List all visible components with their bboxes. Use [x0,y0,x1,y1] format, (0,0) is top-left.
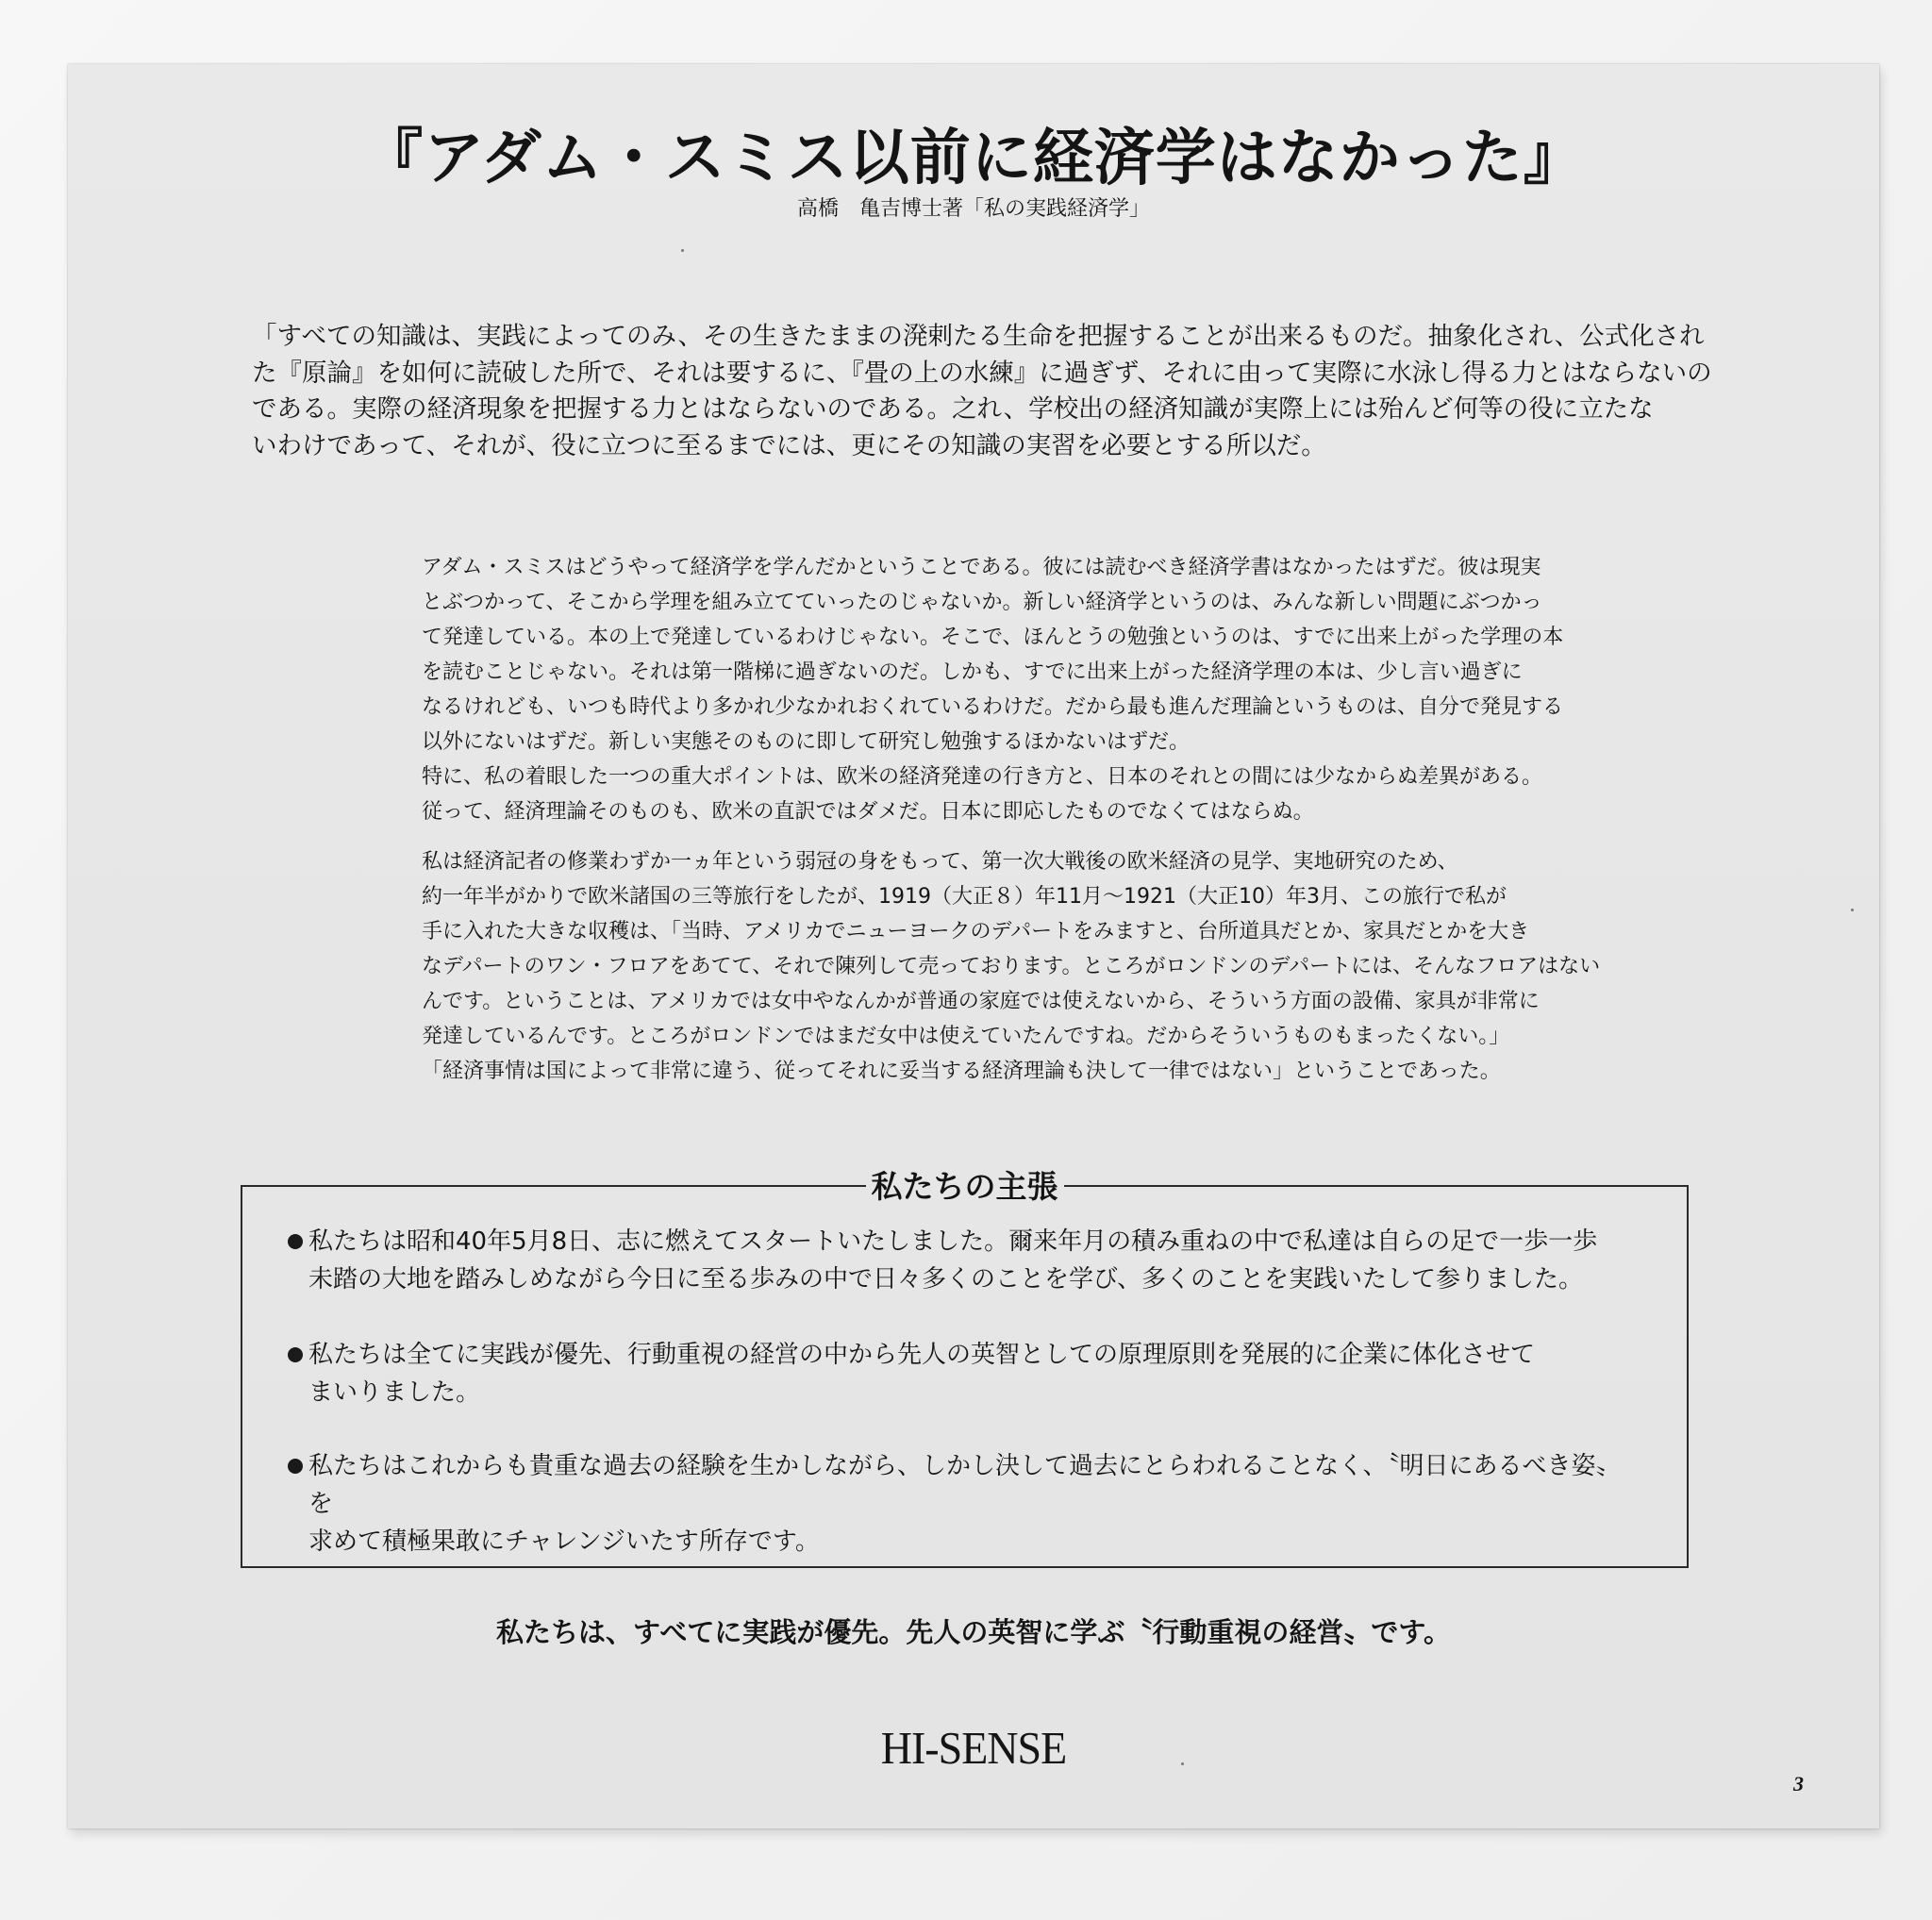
claims-heading [242,1162,1687,1207]
paragraph-gap [422,829,1648,844]
quote-block [422,550,1648,1089]
document-page [68,64,1879,1828]
claim-text: 私たちはこれからも貴重な過去の経験を生かしながら、しかし決して過去にとらわれることなく、〝明日にあるべき姿〟を 求めて積極果敢にチャレンジいたす所存です。 [308,1452,1621,1556]
claim-text: 私たちは全てに実践が優先、行動重視の経営の中から先人の英智としての原理原則を発展的に企業に体化させて まいりました。 [308,1341,1536,1407]
paper-speck [1851,909,1854,911]
claim-item [288,1447,1627,1561]
claim-item [288,1336,1627,1411]
paper-speck [681,249,684,252]
bullet-icon [288,1459,303,1474]
page-title: 『アダム・スミス以前に経済学はなかった』 [362,124,1585,193]
bullet-icon [288,1347,303,1362]
claims-box [241,1168,1689,1568]
page-number: 3 [1793,1772,1804,1795]
claims-heading-text: 私たちの主張 [866,1168,1064,1205]
slogan: 私たちは、すべてに実践が優先。先人の英智に学ぶ〝行動重視の経営〟です。 [495,1616,1452,1648]
company-logo: HI-SENSE [880,1722,1067,1774]
bullet-icon [288,1234,303,1249]
quote-paragraph-2: 私は経済記者の修業わずか一ヵ年という弱冠の身をもって、第一次大戦後の欧米経済の見学、実地研究のため、 約一年半がかりで欧米諸国の三等旅行をしたが、1919（大正８）年11月～1921（大正10）年3月、この旅行で私が 手に入れた大きな収穫は、「当時、アメリカでニューヨークのデパートをみますと、台所道具だとか、家具だとかを大き なデパートのワン・フロアをあてて、それで陳列して売っております。ところがロンドンのデパートには、そんなフロアはない んです。ということは、アメリカでは女中やなんかが普通の家庭では使えないから、そういう方面の設備、家具が非常に 発達しているんです。ところがロンドンではまだ女中は使えていたんですね。だからそういうものもまったくない。」 「経済事情は国によって非常に違う、従ってそれに妥当する経済理論も決して一律ではない」ということであった。 [422,850,1601,1083]
byline: 高橋 亀吉博士著「私の実践経済学」 [796,197,1150,221]
paper-speck [1181,1762,1184,1765]
claim-item [288,1223,1627,1298]
quote-paragraph-1: アダム・スミスはどうやって経済学を学んだかということである。彼には読むべき経済学書はなかったはずだ。彼は現実 とぶつかって、そこから学理を組み立てていったのじゃないか。新しい経済学というのは、みんな新しい問題にぶつかっ て発達している。本の上で発達しているわけじゃない。そこで、ほんとうの勉強というのは、すでに出来上がった学理の本 を読むことじゃない。それは第一階梯に過ぎないのだ。しかも、すでに出来上がった経済学理の本は、少し言い過ぎに なるけれども、いつも時代より多かれ少なかれおくれているわけだ。だから最も進んだ理論というものは、自分で発見する 以外にないはずだ。新しい実態そのものに即して研究し勉強するほかないはずだ。 特に、私の着眼した一つの重大ポイントは、欧米の経済発達の行き方と、日本のそれとの間には少なからぬ差異がある。 従って、経済理論そのものも、欧米の直訳ではダメだ。日本に即応したものでなくてはならぬ。 [422,556,1564,824]
intro-paragraph: 「すべての知識は、実践によってのみ、その生きたままの溌剌たる生命を把握することが出来るものだ。抽象化され、公式化され た『原論』を如何に読破した所で、それは要するに、『畳の上の水練』に過ぎず、それに由って実際に水泳し得る力とはならないの である。実際の経済現象を把握する力とはならないのである。之れ、学校出の経済知識が実際上には殆んど何等の役に立たな いわけであって、それが、役に立つに至るまでには、更にその知識の実習を必要とする所以だ。 [252,322,1712,460]
claim-text: 私たちは昭和40年5月8日、志に燃えてスタートいたしました。爾来年月の積み重ねの中で私達は自らの足で一歩一歩 未踏の大地を踏みしめながら今日に至る歩みの中で日々多くのことを学び、多くのことを実践いたして参りました。 [308,1227,1598,1294]
